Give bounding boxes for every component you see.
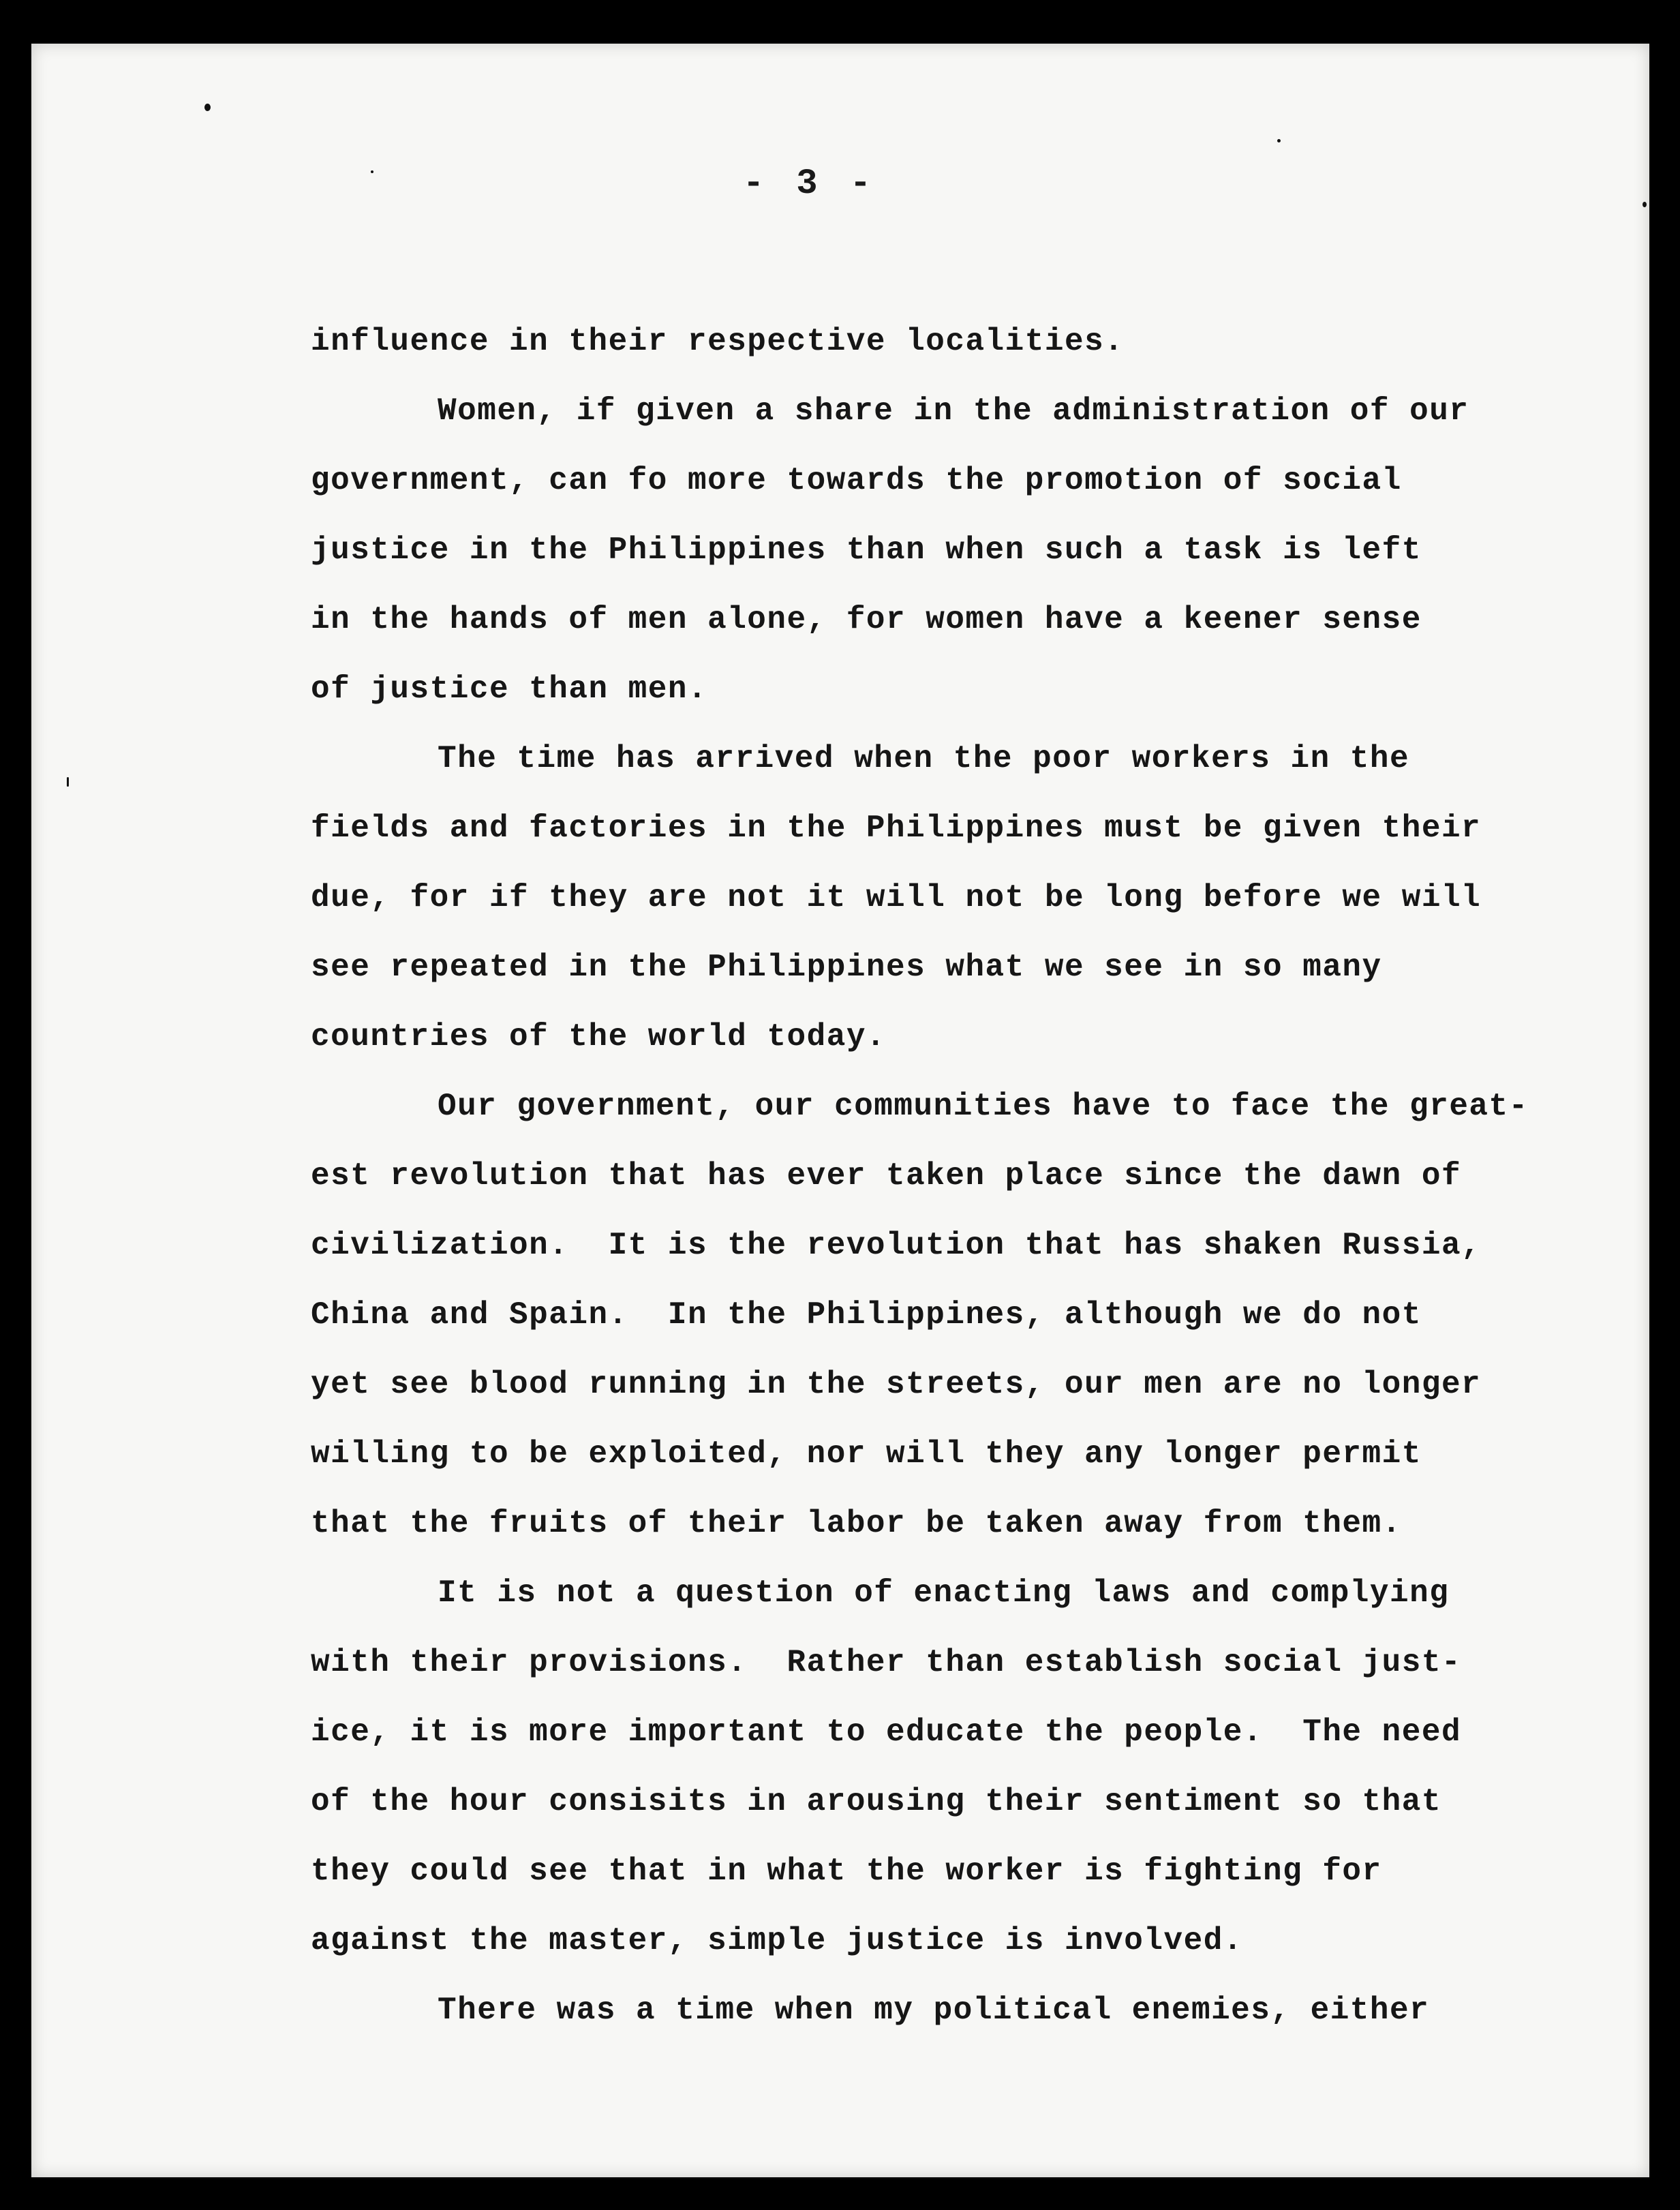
text-line: in the hands of men alone, for women have a keener sense — [311, 602, 1422, 637]
text-line: willing to be exploited, nor will they any longer permit — [311, 1436, 1422, 1472]
text-line: influence in their respective localities. — [311, 324, 1125, 359]
scan-speck — [1643, 202, 1647, 207]
text-line: fields and factories in the Philippines must be given their — [311, 811, 1482, 846]
text-line: There was a time when my political enemies, either — [438, 1993, 1430, 2028]
text-line: that the fruits of their labor be taken away from them. — [311, 1506, 1402, 1541]
document-page — [31, 44, 1649, 2177]
text-line: ice, it is more important to educate the people. The need — [311, 1714, 1462, 1750]
text-line: government, can fo more towards the promotion of social — [311, 463, 1402, 498]
text-line: countries of the world today. — [311, 1019, 887, 1055]
scan-speck — [204, 104, 211, 111]
scan-speck — [371, 170, 373, 173]
text-line: China and Spain. In the Philippines, although we do not — [311, 1297, 1422, 1333]
page-number: - 3 - — [743, 164, 877, 204]
text-line: Our government, our communities have to face the great- — [438, 1089, 1529, 1124]
text-line: they could see that in what the worker is fighting for — [311, 1853, 1382, 1889]
scan-speck — [1277, 139, 1281, 142]
text-line: It is not a question of enacting laws and complying — [438, 1575, 1450, 1611]
text-line: Women, if given a share in the administration of our — [438, 393, 1469, 429]
text-line: yet see blood running in the streets, our men are no longer — [311, 1367, 1482, 1402]
text-line: of justice than men. — [311, 671, 708, 707]
text-line: due, for if they are not it will not be long before we will — [311, 880, 1482, 915]
text-line: justice in the Philippines than when such a task is left — [311, 532, 1422, 568]
scan-speck — [67, 777, 69, 787]
text-line: The time has arrived when the poor workers in the — [438, 741, 1410, 776]
text-line: est revolution that has ever taken place since the dawn of — [311, 1158, 1462, 1194]
text-line: with their provisions. Rather than establish social just- — [311, 1645, 1462, 1680]
text-line: against the master, simple justice is involved. — [311, 1923, 1243, 1958]
text-line: see repeated in the Philippines what we see in so many — [311, 950, 1382, 985]
text-line: civilization. It is the revolution that has shaken Russia, — [311, 1228, 1482, 1263]
body-text — [311, 307, 1592, 2045]
text-line: of the hour consisits in arousing their sentiment so that — [311, 1784, 1441, 1819]
